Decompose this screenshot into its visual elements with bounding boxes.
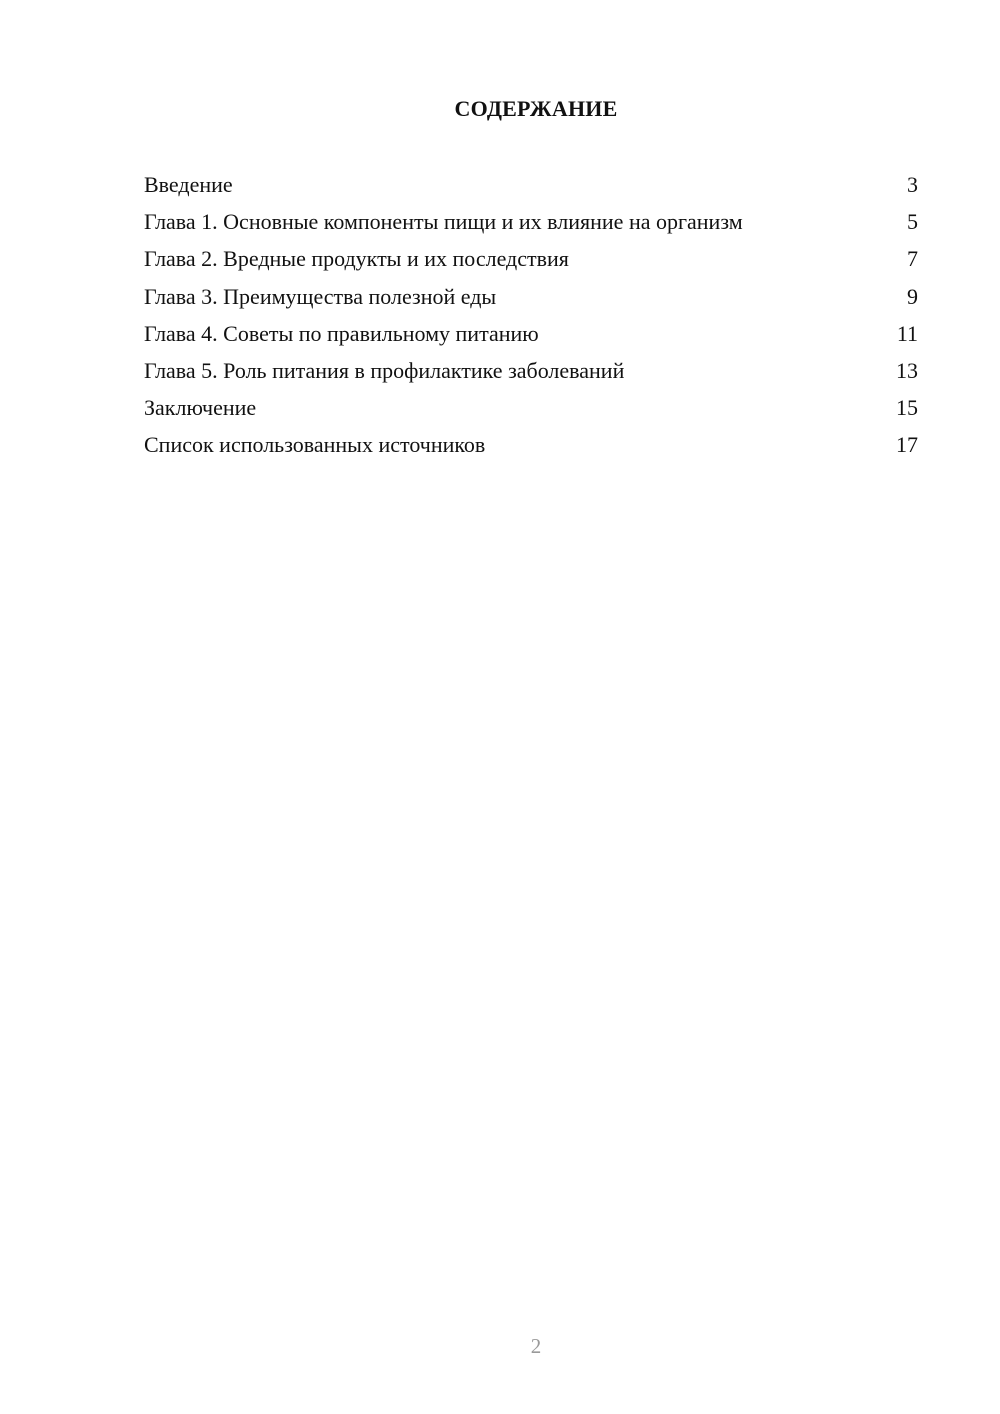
toc-entry-title: Введение — [144, 172, 233, 197]
table-of-contents — [144, 170, 918, 468]
toc-entry-page: 13 — [896, 357, 918, 383]
toc-heading: СОДЕРЖАНИЕ — [454, 96, 618, 121]
toc-entry-page: 5 — [907, 209, 918, 235]
toc-entry-chapter-4 — [144, 319, 918, 356]
page-number: 2 — [530, 1334, 542, 1358]
toc-entry-page: 9 — [907, 283, 918, 309]
toc-entry-page: 3 — [907, 172, 918, 197]
toc-entry-title: Глава 1. Основные компоненты пищи и их влияние на организм — [144, 209, 743, 235]
toc-entry-title: Глава 5. Роль питания в профилактике заболеваний — [144, 357, 625, 383]
toc-entry-page: 15 — [896, 395, 918, 421]
toc-entry-title: Заключение — [144, 395, 257, 421]
toc-entry-page: 11 — [896, 320, 918, 346]
toc-entry-chapter-2 — [144, 244, 918, 281]
toc-entry-title: Список использованных источников — [144, 432, 486, 458]
toc-entry-introduction — [144, 170, 918, 207]
toc-entry-page: 7 — [907, 246, 918, 272]
toc-entry-title: Глава 3. Преимущества полезной еды — [144, 283, 497, 309]
toc-entry-chapter-5 — [144, 356, 918, 393]
toc-entry-references — [144, 430, 918, 467]
toc-entry-title: Глава 2. Вредные продукты и их последствия — [144, 246, 569, 272]
toc-entry-conclusion — [144, 393, 918, 430]
toc-entry-title: Глава 4. Советы по правильному питанию — [144, 320, 539, 346]
toc-entry-chapter-1 — [144, 207, 918, 244]
toc-entry-page: 17 — [896, 432, 918, 458]
toc-entry-chapter-3 — [144, 282, 918, 319]
